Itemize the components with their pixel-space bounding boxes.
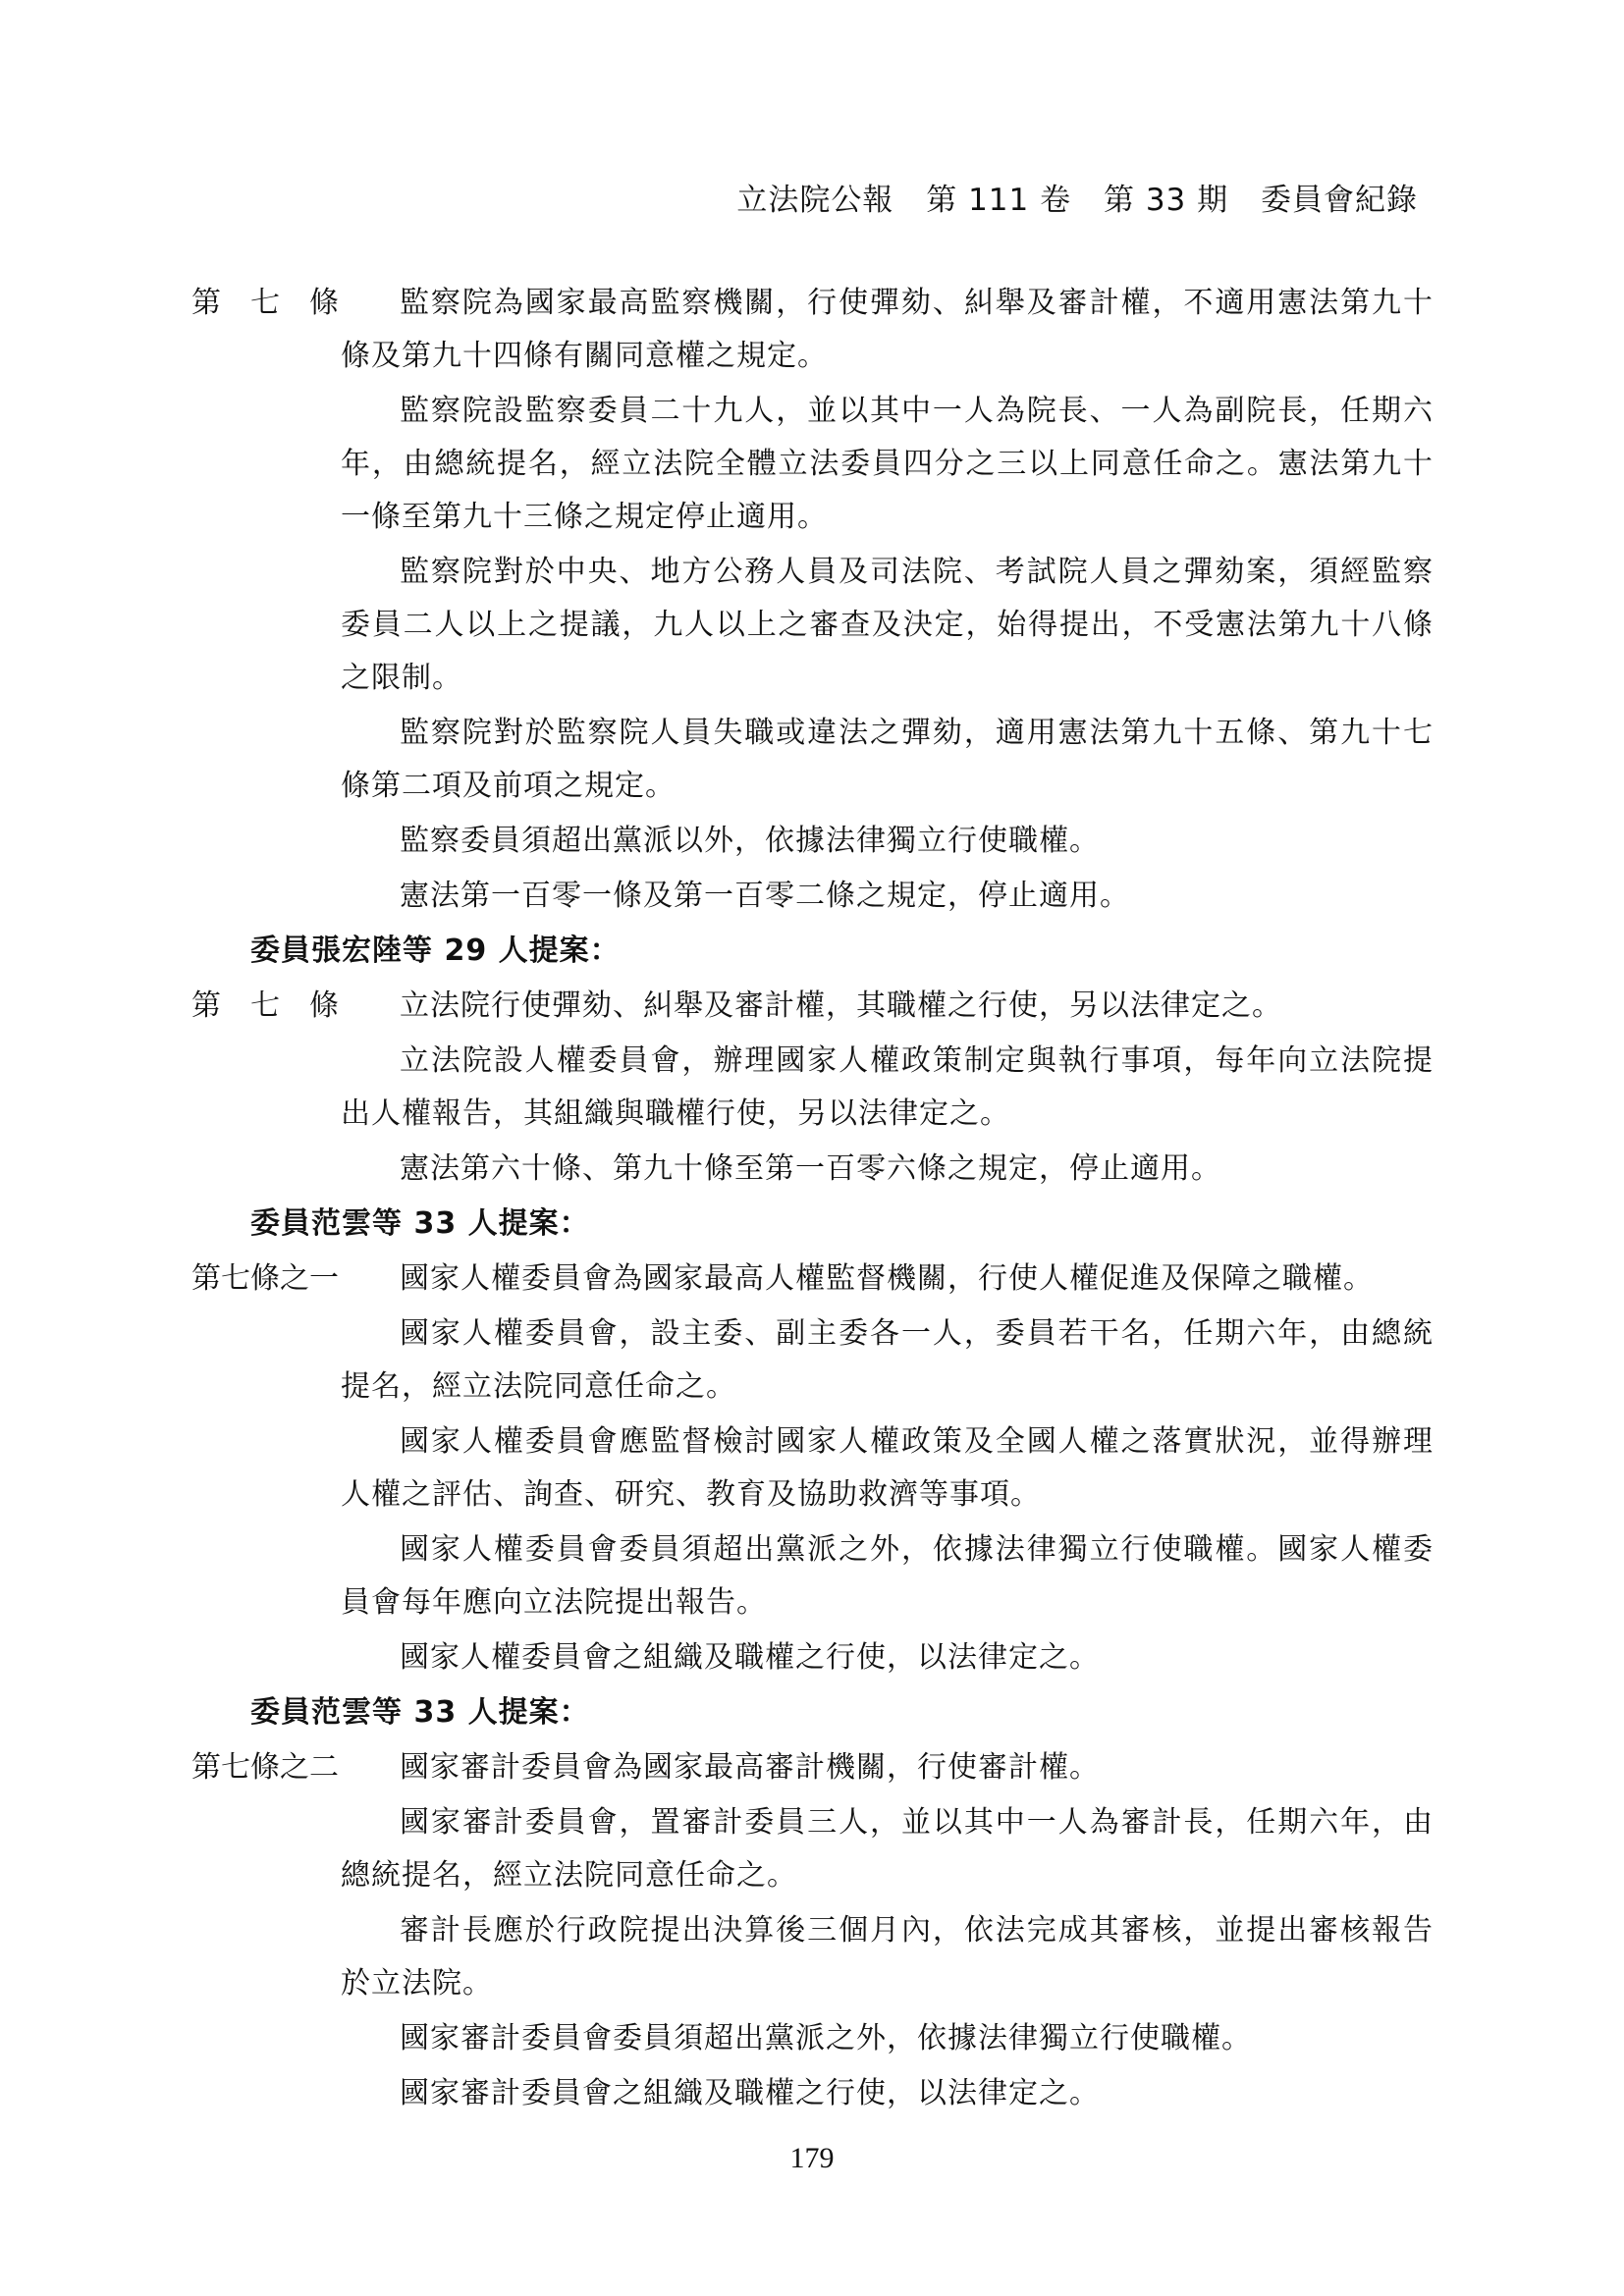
article-paragraph: 國家審計委員會為國家最高審計機關，行使審計權。 (400, 1750, 1100, 1785)
article-paragraph: 監察院為國家最高監察機關，行使彈劾、糾舉及審計權，不適用憲法第九十條及第九十四條有關同意權之規定。 (341, 286, 1434, 373)
article-paragraph: 審計長應於行政院提出決算後三個月內，依法完成其審核，並提出審核報告於立法院。 (341, 1913, 1434, 2001)
article-paragraph: 國家人權委員會為國家最高人權監督機關，行使人權促進及保障之職權。 (400, 1261, 1374, 1296)
article-paragraph: 國家審計委員會之組織及職權之行使，以法律定之。 (400, 2076, 1100, 2110)
article-paragraph: 監察院對於監察院人員失職或違法之彈劾，適用憲法第九十五條、第九十七條第二項及前項之規定。 (341, 716, 1434, 803)
article-paragraph: 監察院對於中央、地方公務人員及司法院、考試院人員之彈劾案，須經監察委員二人以上之提議，九人以上之審查及決定，始得提出，不受憲法第九十八條之限制。 (341, 555, 1434, 695)
article-paragraph: 國家人權委員會應監督檢討國家人權政策及全國人權之落實狀況，並得辦理人權之評估、詢查、研究、教育及協助救濟等事項。 (341, 1424, 1434, 1512)
article-paragraph: 國家審計委員會，置審計委員三人，並以其中一人為審計長，任期六年，由總統提名，經立法院同意任命之。 (341, 1805, 1434, 1893)
article-number: 第 七 條 (191, 286, 339, 320)
article-number: 第 七 條 (191, 988, 339, 1023)
article (191, 1253, 1434, 1684)
article-paragraph: 監察委員須超出黨派以外，依據法律獨立行使職權。 (400, 824, 1100, 858)
article-paragraph: 立法院行使彈劾、糾舉及審計權，其職權之行使，另以法律定之。 (400, 988, 1282, 1023)
page-header (715, 175, 1418, 219)
issue-label: 第 33 期 (1103, 183, 1229, 218)
journal-name: 立法院公報 (736, 183, 894, 218)
page-number: 179 (789, 2142, 835, 2174)
document-body (191, 277, 1434, 2122)
article-paragraph: 國家人權委員會委員須超出黨派之外，依據法律獨立行使職權。國家人權委員會每年應向立法院提出報告。 (341, 1532, 1434, 1620)
proposer-heading: 委員張宏陸等 29 人提案： (250, 934, 621, 968)
section-label: 委員會紀錄 (1261, 183, 1418, 218)
volume-label: 第 111 卷 (926, 183, 1072, 218)
article (191, 277, 1434, 923)
article-paragraph: 國家人權委員會之組織及職權之行使，以法律定之。 (400, 1640, 1100, 1675)
proposer-heading: 委員范雲等 33 人提案： (250, 1206, 590, 1241)
article-paragraph: 立法院設人權委員會，辦理國家人權政策制定與執行事項，每年向立法院提出人權報告，其組織與職權行使，另以法律定之。 (341, 1043, 1434, 1131)
article-paragraph: 國家人權委員會，設主委、副主委各一人，委員若干名，任期六年，由總統提名，經立法院同意任命之。 (341, 1316, 1434, 1404)
proposer-heading: 委員范雲等 33 人提案： (250, 1695, 590, 1730)
article-number: 第七條之二 (191, 1750, 339, 1785)
article-number: 第七條之一 (191, 1261, 339, 1296)
article-paragraph: 憲法第一百零一條及第一百零二條之規定，停止適用。 (400, 879, 1130, 913)
article-paragraph: 憲法第六十條、第九十條至第一百零六條之規定，停止適用。 (400, 1151, 1221, 1186)
article-paragraph: 監察院設監察委員二十九人，並以其中一人為院長、一人為副院長，任期六年，由總統提名，經立法院全體立法委員四分之三以上同意任命之。憲法第九十一條至第九十三條之規定停止適用。 (341, 394, 1434, 534)
article (191, 980, 1434, 1196)
article (191, 1741, 1434, 2120)
article-paragraph: 國家審計委員會委員須超出黨派之外，依據法律獨立行使職權。 (400, 2021, 1252, 2056)
